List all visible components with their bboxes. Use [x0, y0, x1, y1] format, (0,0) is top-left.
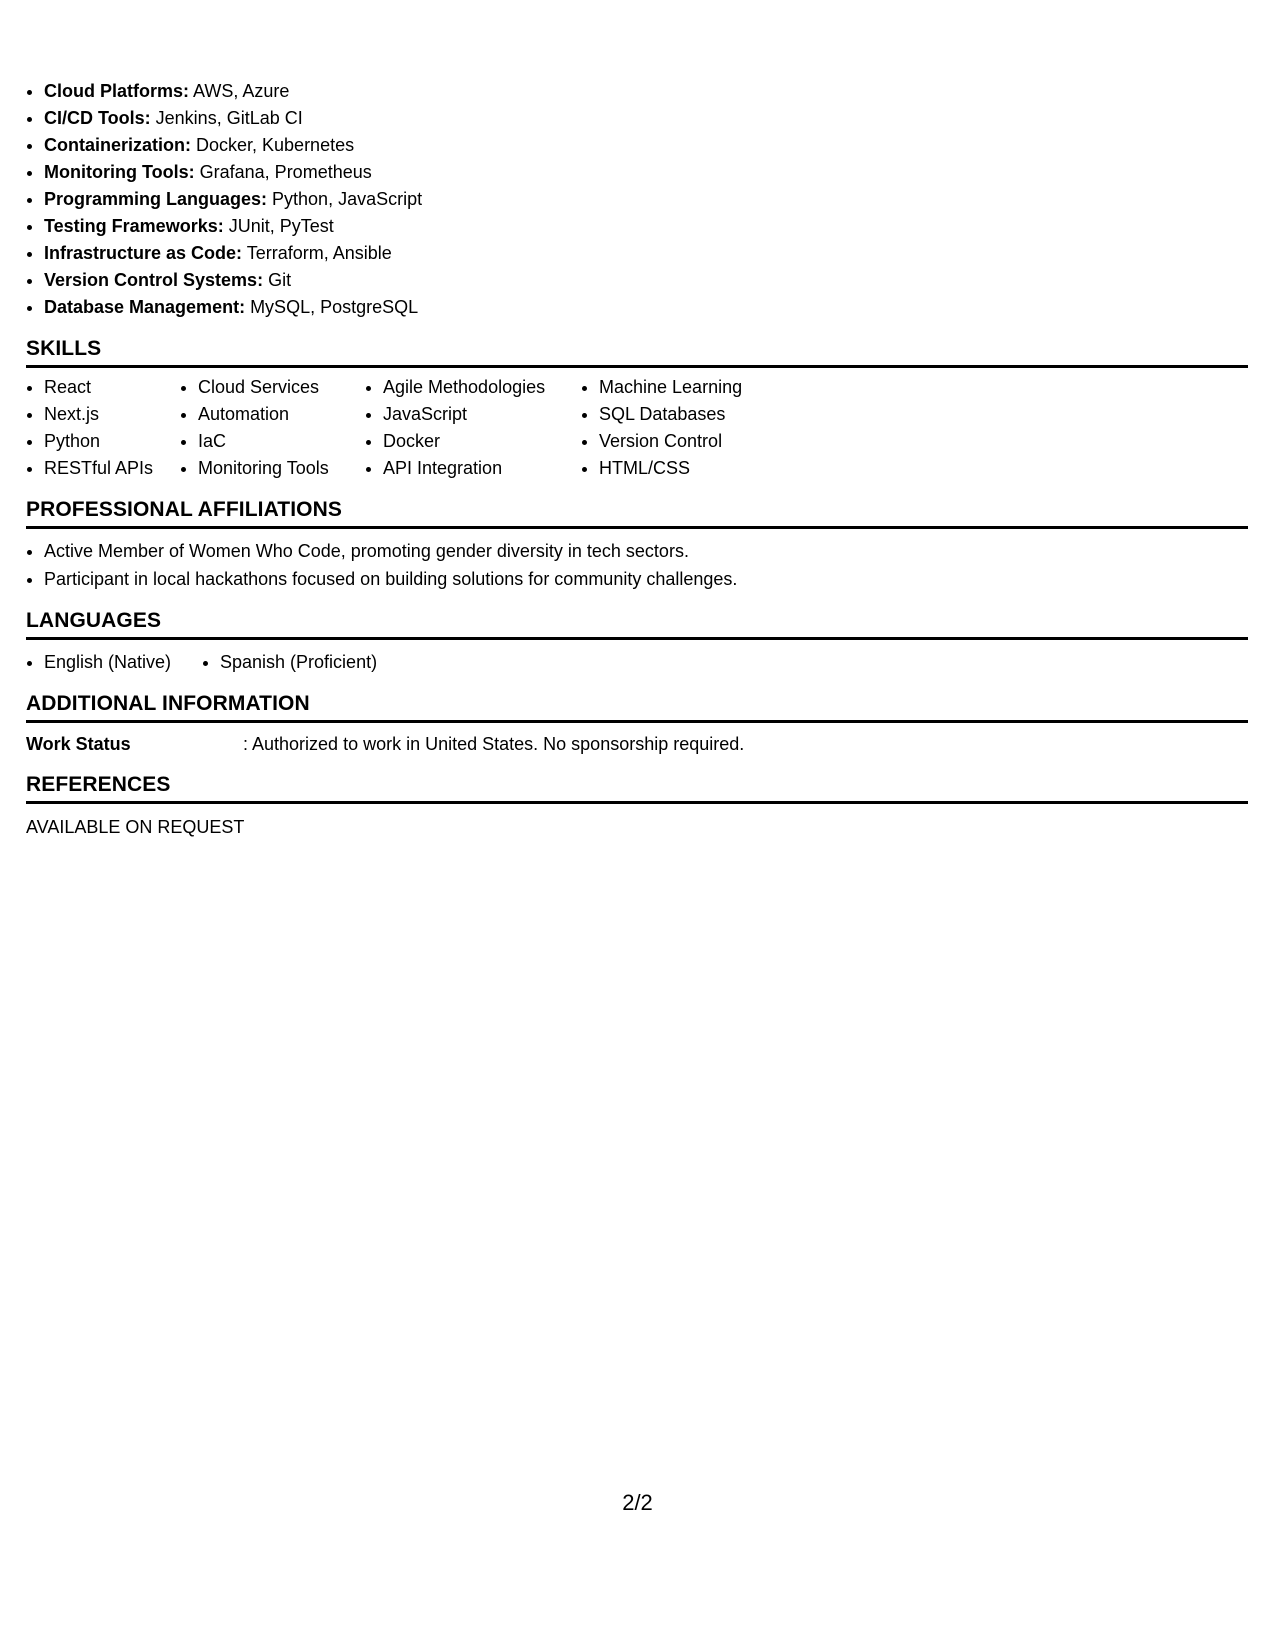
tech-skill-value: Git	[263, 270, 292, 290]
list-item	[44, 132, 1248, 159]
affiliations-section	[26, 482, 1248, 593]
tech-skill-value: Docker, Kubernetes	[191, 135, 355, 155]
list-item: • Machine Learning	[599, 374, 799, 401]
tech-skill-label: Cloud Platforms:	[44, 81, 190, 101]
list-item: • Docker	[383, 428, 581, 455]
skills-column	[581, 374, 799, 482]
tech-skill-value: JUnit, PyTest	[223, 216, 334, 236]
tech-skill-value: MySQL, PostgreSQL	[245, 297, 419, 317]
tech-skill-label: CI/CD Tools:	[44, 108, 151, 128]
list-item: • Agile Methodologies	[383, 374, 581, 401]
tech-skill-value: Jenkins, GitLab CI	[150, 108, 303, 128]
skills-column	[365, 374, 581, 482]
resume-page	[26, 78, 1248, 840]
tech-skill-label: Infrastructure as Code:	[44, 243, 243, 263]
tech-skill-value: AWS, Azure	[189, 81, 290, 101]
additional-info-section	[26, 676, 1248, 757]
languages-column	[26, 648, 202, 676]
skills-section	[26, 321, 1248, 482]
list-item	[44, 213, 1248, 240]
languages-row	[26, 640, 1248, 676]
list-item: • Python	[44, 428, 180, 455]
list-item	[44, 294, 1248, 321]
work-status-value: : Authorized to work in United States. No sponsorship required.	[243, 734, 745, 754]
languages-column	[202, 648, 377, 676]
tech-skill-label: Programming Languages:	[44, 189, 268, 209]
list-item: • English (Native)	[44, 648, 202, 676]
work-status-row	[26, 723, 1248, 757]
list-item: • HTML/CSS	[599, 455, 799, 482]
list-item: • Active Member of Women Who Code, promoting gender diversity in tech sectors.	[44, 537, 1248, 565]
list-item: • Monitoring Tools	[198, 455, 365, 482]
section-title-affiliations: PROFESSIONAL AFFILIATIONS	[26, 482, 1248, 529]
section-title-references: REFERENCES	[26, 757, 1248, 804]
list-item: • React	[44, 374, 180, 401]
list-item	[44, 159, 1248, 186]
technical-skills-list	[26, 78, 1248, 321]
list-item: • JavaScript	[383, 401, 581, 428]
skills-column	[180, 374, 365, 482]
section-title-skills: SKILLS	[26, 321, 1248, 368]
list-item	[44, 267, 1248, 294]
section-title-languages: LANGUAGES	[26, 593, 1248, 640]
tech-skill-label: Testing Frameworks:	[44, 216, 224, 236]
list-item: • IaC	[198, 428, 365, 455]
affiliations-list	[26, 529, 1248, 593]
references-section	[26, 757, 1248, 840]
tech-skill-label: Monitoring Tools:	[44, 162, 195, 182]
references-text: AVAILABLE ON REQUEST	[26, 817, 245, 837]
tech-skill-value: Terraform, Ansible	[242, 243, 392, 263]
list-item: • Spanish (Proficient)	[220, 648, 377, 676]
list-item: • RESTful APIs	[44, 455, 180, 482]
tech-skill-label: Database Management:	[44, 297, 246, 317]
page-number: 2/2	[622, 1490, 653, 1515]
list-item	[44, 186, 1248, 213]
list-item	[44, 78, 1248, 105]
list-item: • SQL Databases	[599, 401, 799, 428]
languages-section	[26, 593, 1248, 676]
list-item: • Next.js	[44, 401, 180, 428]
work-status-label: Work Status	[26, 734, 131, 754]
list-item: • API Integration	[383, 455, 581, 482]
tech-skill-value: Python, JavaScript	[267, 189, 423, 209]
list-item	[44, 105, 1248, 132]
tech-skill-value: Grafana, Prometheus	[194, 162, 372, 182]
skills-column	[26, 374, 180, 482]
list-item	[44, 240, 1248, 267]
list-item: • Participant in local hackathons focused on building solutions for community challenges.	[44, 565, 1248, 593]
list-item: • Automation	[198, 401, 365, 428]
list-item: • Version Control	[599, 428, 799, 455]
tech-skill-label: Containerization:	[44, 135, 191, 155]
skills-grid	[26, 368, 1248, 482]
list-item: • Cloud Services	[198, 374, 365, 401]
section-title-additional-info: ADDITIONAL INFORMATION	[26, 676, 1248, 723]
tech-skill-label: Version Control Systems:	[44, 270, 264, 290]
